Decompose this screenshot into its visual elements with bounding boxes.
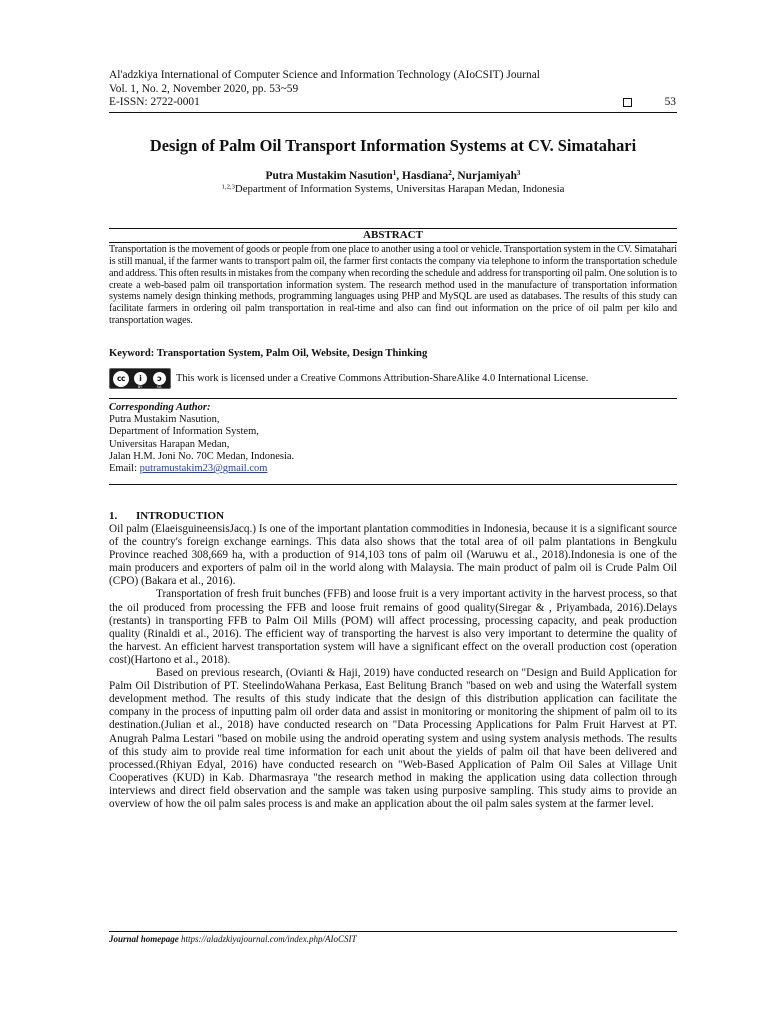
author-affiliation [109,183,677,196]
header-divider [109,112,677,113]
journal-header [109,69,677,110]
text-segment: , Nurjamiyah [451,170,517,182]
corresponding-top-rule [109,398,677,399]
email-label: Email: [109,463,140,475]
author-list [109,169,677,183]
homepage-label: Journal homepage [109,934,179,944]
corresponding-bottom-rule [109,484,677,485]
page-number: 53 [664,96,676,109]
journal-name: Al'adzkiya International of Computer Science and Information Technology (AIoCSIT) Journal [109,69,540,81]
intro-paragraph-2: Transportation of fresh fruit bunches (FFB) and loose fruit is a very important activity in the harvest process, so that the oil produced from processing the FFB and loose fruit remains of good quality(Siregar & , Priyambada, 2016).Delays (restants) in transporting FFB to Palm Oil Mills (POM) will affect processing, processing capacity, and peak production quality (Rinaldi et al., 2016). The efficient way of transporting the harvest is also very important to determine the quality of the harvest. An efficient harvest transportation system will have a significant effect on the overall production cost (operation cost)(Hartono et al., 2018). [109,588,677,666]
section-heading-introduction [109,510,224,523]
keywords: Keyword: Transportation System, Palm Oil, Website, Design Thinking [109,348,428,359]
intro-paragraph-3: Based on previous research, (Ovianti & Haji, 2019) have conducted research on "Design and Build Application for Palm Oil Distribution of PT. SteelindoWahana Perkasa, East Belitung Branch "based on web and using the Waterfall system development method. The results of this study indicate that the design of this distribution application can facilitate the company in the process of inputting palm oil order data and assist in monitoring or monitoring the shipment of palm oil to its destination.(Julian et al., 2018) have conducted research on "Data Processing Applications for Palm Fruit Harvest at PT. Anugrah Palma Lestari "based on mobile using the android operating system and using system analysis methods. The results of this study aim to provide real time information for each unit about the yields of palm oil that have been delivered and processed.(Rhiyan Edyal, 2016) have conducted research on "Web-Based Application of Palm Oil Sales at Village Unit Cooperatives (KUD) in Kab. Dharmasraya "the research method in making the application using data collection through interviews and direct field observation and the sample was taken using purposive sampling. This study aims to provide an overview of how the oil palm sales process is and make an application about the oil palm sales system at the farmer level. [109,667,677,810]
intro-paragraph-1: Oil palm (ElaeisguineensisJacq.) Is one of the important plantation commodities in Indonesia, because it is a significant source of the country's foreign exchange earnings. This data also shows that the total area of oil palm plantations in Bengkulu Province reached 308,669 ha, with a production of 914,103 tons of palm oil (Waruwu et al., 2018).Indonesia is one of the main producers and exporters of palm oil in the world along with Malaysia. The main product of palm oil is Crude Palm Oil (CPO) (Bakara et al., 2016). [109,523,677,588]
footer-rule [109,931,677,932]
abstract-heading-rule [109,242,677,243]
journal-volume: Vol. 1, No. 2, November 2020, pp. 53~59 [109,82,299,95]
share-alike-icon: ↄ [153,372,166,385]
text-segment: Department of Information Systems, Universitas Harapan Medan, Indonesia [234,183,565,195]
paper-page [109,0,677,1024]
corresponding-email-line [109,463,677,475]
superscript-mark: 2 [448,169,452,178]
cc-logo-icon: cc [113,371,129,387]
attribution-icon: i [134,372,147,385]
corresponding-name: Putra Mustakim Nasution, [109,414,220,426]
superscript-mark: 1 [392,169,397,178]
text-segment: Putra Mustakim Nasution [265,170,393,182]
email-link[interactable]: putramustakim23@gmail.com [139,463,268,475]
superscript-mark: 3 [516,169,521,178]
corresponding-address: Jalan H.M. Joni No. 70C Medan, Indonesia. [109,450,295,462]
license-text: This work is licensed under a Creative Commons Attribution-ShareAlike 4.0 International License. [176,373,589,384]
journal-issn: E-ISSN: 2722-0001 [109,96,200,109]
journal-issn-row [109,96,677,110]
square-bullet-icon [623,98,632,107]
license-row [109,368,677,390]
corresponding-author-block [109,402,677,475]
corresponding-heading: Corresponding Author: [109,402,211,413]
superscript-mark: 1,2,3 [221,183,235,191]
cc-by-sa-badge-icon[interactable] [109,368,171,389]
section-title: INTRODUCTION [136,510,225,522]
badge-label-by: BY [137,385,143,389]
abstract-text: Transportation is the movement of goods or people from one place to another using a tool or vehicle. Transportation system in the CV. Simatahari is still manual, if the farmer wants to transport palm oil, the farmer first contacts the company via telephone to inform the transportation schedule and address. This often results in mistakes from the company when recording the schedule and address for transporting oil palm. One solution is to create a web-based palm oil transportation information system. The research method used in the manufacture of transportation information systems namely design thinking methods, programming languages using PHP and MySQL are used as databases. The results of this study can facilitate farmers in ordering oil palm transportation in real-time and also can find out information on the price of oil palm per kilo and transportation wages. [109,244,677,327]
abstract-heading: ABSTRACT [363,229,423,241]
section-number: 1. [109,510,118,522]
badge-label-sa: SA [156,385,162,389]
introduction-body [109,523,677,811]
journal-homepage [109,934,357,945]
corresponding-department: Department of Information System, [109,426,259,438]
paper-title: Design of Palm Oil Transport Information Systems at CV. Simatahari [149,136,637,155]
corresponding-university: Universitas Harapan Medan, [109,438,230,450]
text-segment: , Hasdiana [396,170,449,182]
homepage-url[interactable]: https://aladzkiyajournal.com/index.php/AIoCSIT [178,934,357,944]
